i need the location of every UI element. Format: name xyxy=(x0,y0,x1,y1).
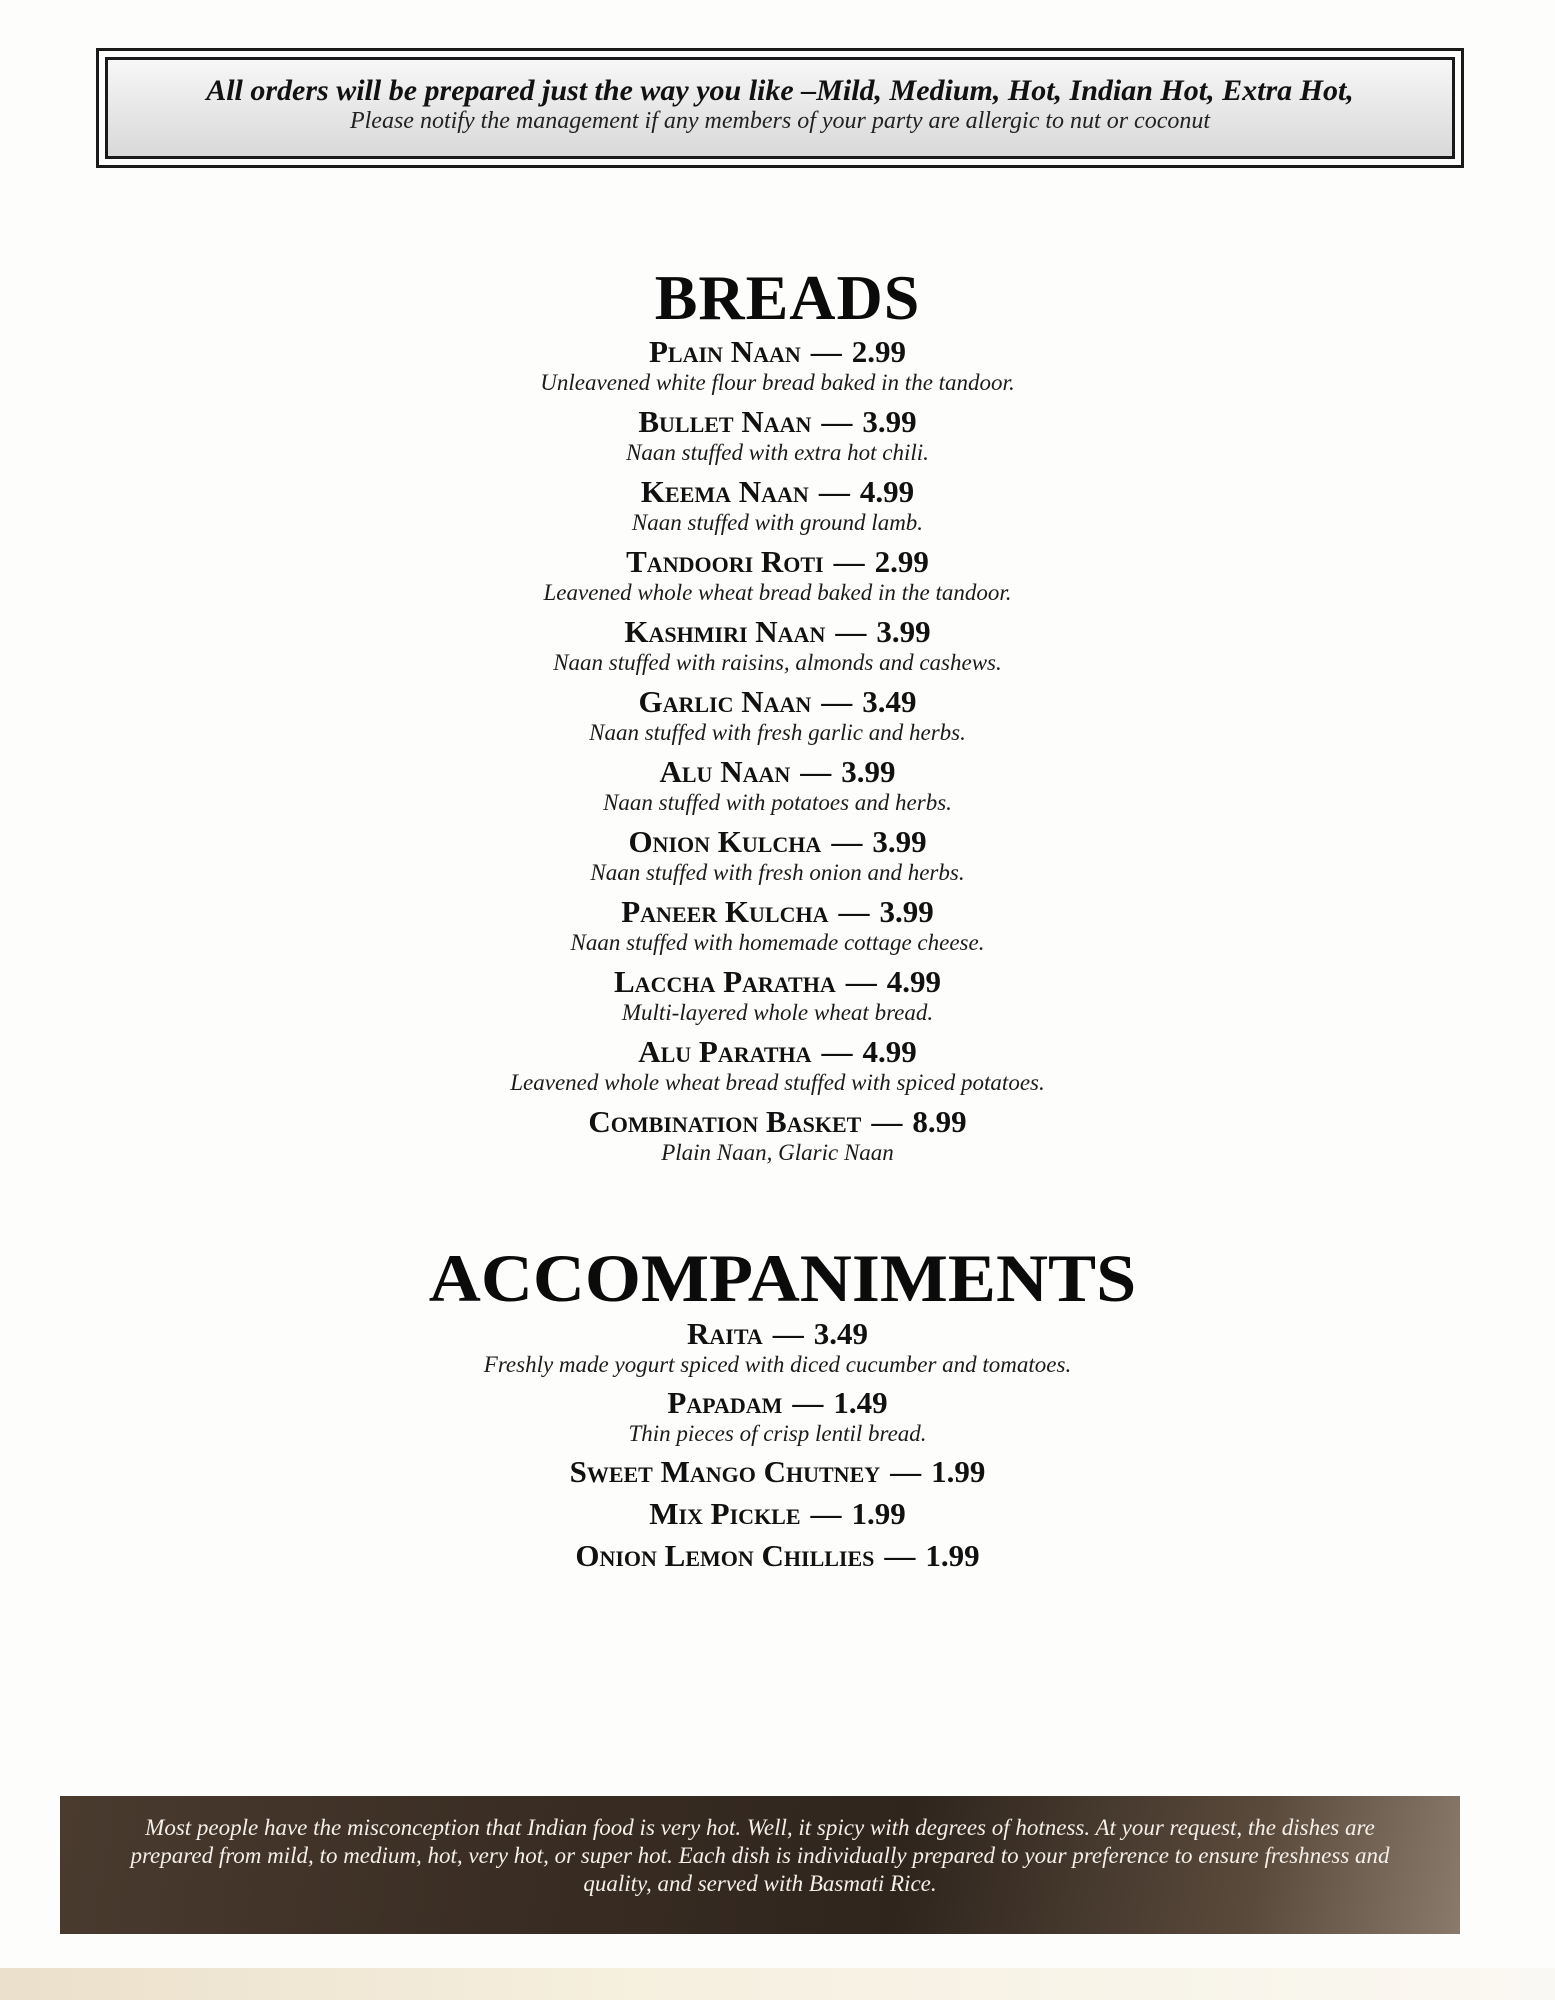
menu-item xyxy=(0,1454,1555,1490)
menu-item-price: 3.99 xyxy=(862,404,917,439)
menu-item-name: Alu Paratha xyxy=(638,1034,812,1069)
spice-info-text: Most people have the misconception that Indian food is very hot. Well, it spicy with degrees of hotness. At your request, the dishes are prepared from mild, to medium, hot, very hot, or super hot. Each dish is individually prepared to your preference to ensure freshness and quality, and served with Basmati Rice. xyxy=(130,1815,1390,1896)
menu-item-description: Plain Naan, Glaric Naan xyxy=(661,1140,894,1165)
menu-item-dash: — xyxy=(838,894,870,929)
menu-item-name: Tandoori Roti xyxy=(626,544,824,579)
menu-item-name: Mix Pickle xyxy=(649,1496,801,1531)
menu-item-dash: — xyxy=(833,544,865,579)
menu-item-name: Bullet Naan xyxy=(638,404,812,439)
menu-item-dash: — xyxy=(890,1454,922,1489)
menu-item-description: Naan stuffed with ground lamb. xyxy=(631,510,924,535)
menu-item-heading xyxy=(0,964,1555,1000)
menu-item-dash: — xyxy=(800,754,832,789)
menu-item-description: Leavened whole wheat bread baked in the tandoor. xyxy=(543,580,1012,605)
menu-item-dash: — xyxy=(821,684,853,719)
menu-item-heading xyxy=(0,824,1555,860)
menu-item-heading xyxy=(0,614,1555,650)
menu-item-dash: — xyxy=(772,1316,804,1351)
spice-level-notice: All orders will be prepared just the way you like –Mild, Medium, Hot, Indian Hot, Extra Hot, xyxy=(206,74,1354,107)
menu-item-price: 4.99 xyxy=(859,474,915,509)
menu-item-heading xyxy=(0,1496,1555,1532)
allergy-notice: Please notify the management if any members of your party are allergic to nut or coconut xyxy=(349,108,1211,134)
menu-item xyxy=(0,544,1555,605)
menu-item-name: Keema Naan xyxy=(640,474,809,509)
menu-item-name: Raita xyxy=(686,1316,763,1351)
menu-item xyxy=(0,1034,1555,1095)
menu-item-heading xyxy=(0,334,1555,370)
menu-item-description: Naan stuffed with fresh onion and herbs. xyxy=(590,860,965,885)
menu-item-name: Alu Naan xyxy=(659,754,791,789)
menu-item-description: Unleavened white flour bread baked in the tandoor. xyxy=(540,370,1015,395)
menu-item-dash: — xyxy=(831,824,863,859)
menu-item-dash: — xyxy=(835,614,867,649)
menu-item-price: 3.99 xyxy=(876,614,931,649)
menu-item-dash: — xyxy=(818,474,850,509)
accompaniments-heading: ACCOMPANIMENTS xyxy=(428,1240,1137,1316)
page-edge-strip xyxy=(0,1968,1555,2000)
menu-item-description: Naan stuffed with homemade cottage cheese. xyxy=(570,930,985,955)
menu-item-name: Combination Basket xyxy=(588,1104,862,1139)
menu-item-price: 3.99 xyxy=(872,824,927,859)
spice-info-banner xyxy=(60,1796,1460,1934)
menu-item xyxy=(0,754,1555,815)
menu-item-price: 2.99 xyxy=(851,334,906,369)
menu-item-price: 4.99 xyxy=(862,1034,917,1069)
accompaniments-section xyxy=(0,1240,1555,1580)
breads-heading: BREADS xyxy=(654,262,921,333)
menu-item-name: Kashmiri Naan xyxy=(624,614,826,649)
menu-item-heading xyxy=(0,1385,1555,1421)
menu-item-description: Leavened whole wheat bread stuffed with spiced potatoes. xyxy=(510,1070,1045,1095)
menu-item-dash: — xyxy=(810,334,842,369)
menu-item xyxy=(0,404,1555,465)
menu-item-name: Sweet Mango Chutney xyxy=(569,1454,881,1489)
menu-item-price: 3.49 xyxy=(862,684,917,719)
menu-item-price: 1.99 xyxy=(851,1496,906,1531)
menu-item-heading xyxy=(0,1454,1555,1490)
menu-item-price: 3.99 xyxy=(879,894,934,929)
menu-item-dash: — xyxy=(884,1538,916,1573)
menu-item xyxy=(0,1104,1555,1165)
menu-item xyxy=(0,614,1555,675)
menu-item xyxy=(0,894,1555,955)
menu-item-name: Plain Naan xyxy=(649,334,801,369)
spice-notice-box xyxy=(96,48,1464,168)
menu-item-price: 1.49 xyxy=(833,1385,888,1420)
menu-item-price: 2.99 xyxy=(874,544,929,579)
menu-item-heading xyxy=(0,404,1555,440)
menu-item-price: 4.99 xyxy=(886,964,941,999)
menu-item xyxy=(0,1316,1555,1377)
menu-item-heading xyxy=(0,894,1555,930)
menu-item-name: Paneer Kulcha xyxy=(621,894,829,929)
menu-item xyxy=(0,1538,1555,1574)
spice-notice-inner xyxy=(105,57,1455,159)
menu-item-dash: — xyxy=(792,1385,824,1420)
accompaniments-list xyxy=(0,1316,1555,1574)
menu-item-heading xyxy=(0,544,1555,580)
menu-item-description: Naan stuffed with extra hot chili. xyxy=(626,440,929,465)
menu-item-description: Freshly made yogurt spiced with diced cucumber and tomatoes. xyxy=(483,1352,1072,1377)
menu-item-name: Onion Lemon Chillies xyxy=(575,1538,875,1573)
menu-item-price: 1.99 xyxy=(925,1538,980,1573)
menu-item xyxy=(0,334,1555,395)
menu-item-price: 1.99 xyxy=(931,1454,986,1489)
menu-item-heading xyxy=(0,1104,1555,1140)
menu-item-dash: — xyxy=(871,1104,903,1139)
menu-item-description: Naan stuffed with raisins, almonds and cashews. xyxy=(553,650,1002,675)
menu-item-price: 8.99 xyxy=(912,1104,967,1139)
menu-item-name: Onion Kulcha xyxy=(628,824,822,859)
menu-item-price: 3.49 xyxy=(813,1316,868,1351)
menu-item xyxy=(0,1496,1555,1532)
menu-item-heading xyxy=(0,1316,1555,1352)
menu-item-heading xyxy=(0,1538,1555,1574)
menu-item-description: Naan stuffed with fresh garlic and herbs. xyxy=(589,720,966,745)
menu-item-dash: — xyxy=(821,404,853,439)
menu-item-description: Thin pieces of crisp lentil bread. xyxy=(628,1421,927,1446)
menu-item-heading xyxy=(0,684,1555,720)
menu-item xyxy=(0,684,1555,745)
menu-item xyxy=(0,1385,1555,1446)
menu-item-name: Papadam xyxy=(667,1385,783,1420)
breads-section xyxy=(0,262,1555,1174)
menu-item-price: 3.99 xyxy=(841,754,896,789)
breads-list xyxy=(0,334,1555,1165)
menu-item-description: Multi-layered whole wheat bread. xyxy=(621,1000,934,1025)
menu-item-dash: — xyxy=(845,964,877,999)
menu-item-dash: — xyxy=(810,1496,842,1531)
menu-item-heading xyxy=(0,754,1555,790)
menu-item xyxy=(0,474,1555,535)
menu-item-name: Garlic Naan xyxy=(638,684,812,719)
menu-item-description: Naan stuffed with potatoes and herbs. xyxy=(603,790,952,815)
menu-item-dash: — xyxy=(821,1034,853,1069)
menu-item xyxy=(0,964,1555,1025)
menu-item xyxy=(0,824,1555,885)
menu-item-heading xyxy=(0,1034,1555,1070)
menu-item-heading xyxy=(0,474,1555,510)
menu-item-name: Laccha Paratha xyxy=(614,964,836,999)
